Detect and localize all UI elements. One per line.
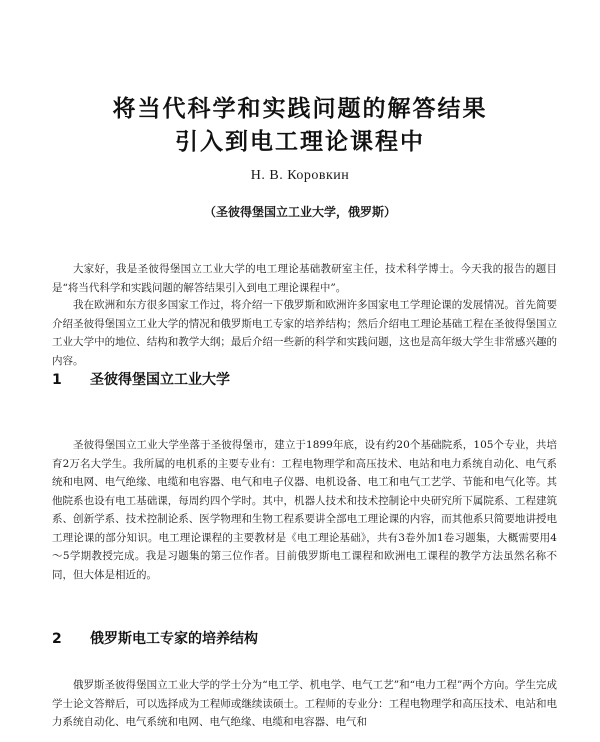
author-affiliation: （圣彼得堡国立工业大学，俄罗斯） bbox=[203, 205, 396, 219]
author-name: Н. В. Коровкин bbox=[250, 168, 350, 183]
section-number: 2 bbox=[52, 631, 62, 647]
paper-title-line-2: 引入到电工理论课程中 bbox=[175, 129, 425, 155]
intro-paragraph-2: 我在欧洲和东方很多国家工作过，将介绍一下俄罗斯和欧洲许多国家电工学理论课的发展情况。首先简要介绍圣彼得堡国立工业大学的情况和俄罗斯电工专家的培养结构；然后介绍电工理论基础工程在圣彼得堡国立工业大学中的地位、结构和教学大纲；最后介绍一些新的科学和实践问题，这也是高年级大学生非常感兴趣的内容。 bbox=[52, 299, 557, 367]
section-2-heading bbox=[52, 628, 258, 648]
section-1-heading bbox=[52, 369, 230, 389]
section-title: 俄罗斯电工专家的培养结构 bbox=[90, 631, 258, 647]
paper-title-line-1: 将当代科学和实践问题的解答结果 bbox=[112, 96, 488, 122]
intro-paragraph-1: 大家好，我是圣彼得堡国立工业大学的电工理论基础教研室主任，技术科学博士。今天我的报告的题目是“将当代科学和实践问题的解答结果引入到电工理论课程中”。 bbox=[52, 263, 557, 294]
section-number: 1 bbox=[52, 372, 62, 388]
section-1-paragraph-1: 圣彼得堡国立工业大学坐落于圣彼得堡市，建立于1899年底，设有约20个基础院系，105个专业，共培育2万名大学生。我所属的电机系的主要专业有：工程电物理学和高压技术、电站和电力系统自动化、电气系统和电网、电气绝缘、电缆和电容器、电气和电子仪器、电机设备、电工和电气工艺学、节能和电气化等。其他院系也设有电工基础课，每周约四个学时。其中，机器人技术和技术控制论中央研究所下属院系、工程建筑系、创新学系、技术控制论系、医学物理和生物工程系要讲全部电工理论课的内容，而其他系只简要地讲授电工理论课的部分知识。电工理论课程的主要教材是《电工理论基础》，共有3卷外加1卷习题集，大概需要用4～5学期教授完成。我是习题集的第三位作者。目前俄罗斯电工课程和欧洲电工课程的教学方法虽然名称不同，但大体是相近的。 bbox=[52, 439, 557, 581]
section-2-paragraph-1: 俄罗斯圣彼得堡国立工业大学的学士分为“电工学、机电学、电气工艺”和“电力工程”两个方向。学生完成学士论文答辩后，可以选择成为工程师或继续读硕士。工程师的专业分：工程电物理学和高压技术、电站和电力系统自动化、电气系统和电网、电气绝缘、电缆和电容器、电气和 bbox=[52, 679, 557, 728]
section-title: 圣彼得堡国立工业大学 bbox=[90, 372, 230, 388]
